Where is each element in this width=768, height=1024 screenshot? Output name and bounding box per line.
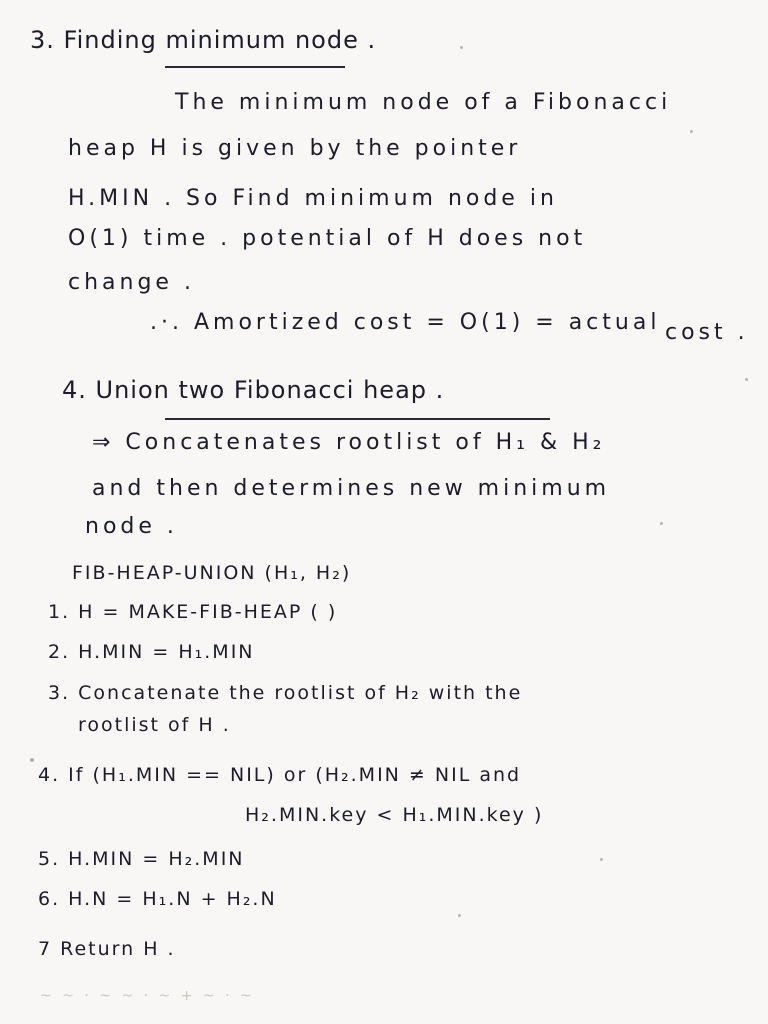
section-3-heading-underline [165,66,345,68]
paper-speck [458,914,461,917]
paper-speck [30,758,34,762]
section-3-line-6: .·. Amortized cost = O(1) = actual [150,310,661,335]
section-4-line-1: ⇒ Concatenates rootlist of H₁ & H₂ [92,430,606,455]
section-3-line-3: H.MIN . So Find minimum node in [68,186,558,211]
paper-speck [600,858,603,861]
paper-speck [745,378,748,381]
procedure-step-7: 7 Return H . [38,938,176,960]
procedure-step-6: 6. H.N = H₁.N + H₂.N [38,888,277,910]
section-3-line-7: cost . [665,320,749,345]
section-4-line-3: node . [85,514,178,539]
section-4-line-2: and then determines new minimum [92,476,611,501]
section-3-line-1: The minimum node of a Fibonacci [175,90,672,115]
procedure-title: FIB-HEAP-UNION (H₁, H₂) [72,562,352,584]
procedure-step-4-cont: H₂.MIN.key < H₁.MIN.key ) [245,804,544,826]
procedure-step-1: 1. H = MAKE-FIB-HEAP ( ) [48,601,338,623]
procedure-step-5: 5. H.MIN = H₂.MIN [38,848,245,870]
section-3-line-4: O(1) time . potential of H does not [68,226,587,251]
paper-speck [690,130,693,133]
procedure-step-3: 3. Concatenate the rootlist of H₂ with the [48,682,523,704]
paper-speck [460,46,463,49]
section-4-heading-underline [165,418,550,420]
bleed-through-marks: ~ ~ · ~ ~ · ~ + ~ · ~ [40,988,255,1004]
procedure-step-2: 2. H.MIN = H₁.MIN [48,641,255,663]
procedure-step-3-cont: rootlist of H . [78,714,231,736]
section-4-heading: 4. Union two Fibonacci heap . [62,376,445,404]
paper-speck [660,522,663,525]
section-3-line-5: change . [68,270,195,295]
procedure-step-4: 4. If (H₁.MIN == NIL) or (H₂.MIN ≠ NIL and [38,764,522,786]
section-3-line-2: heap H is given by the pointer [68,136,522,161]
section-3-heading: 3. Finding minimum node . [30,26,377,54]
